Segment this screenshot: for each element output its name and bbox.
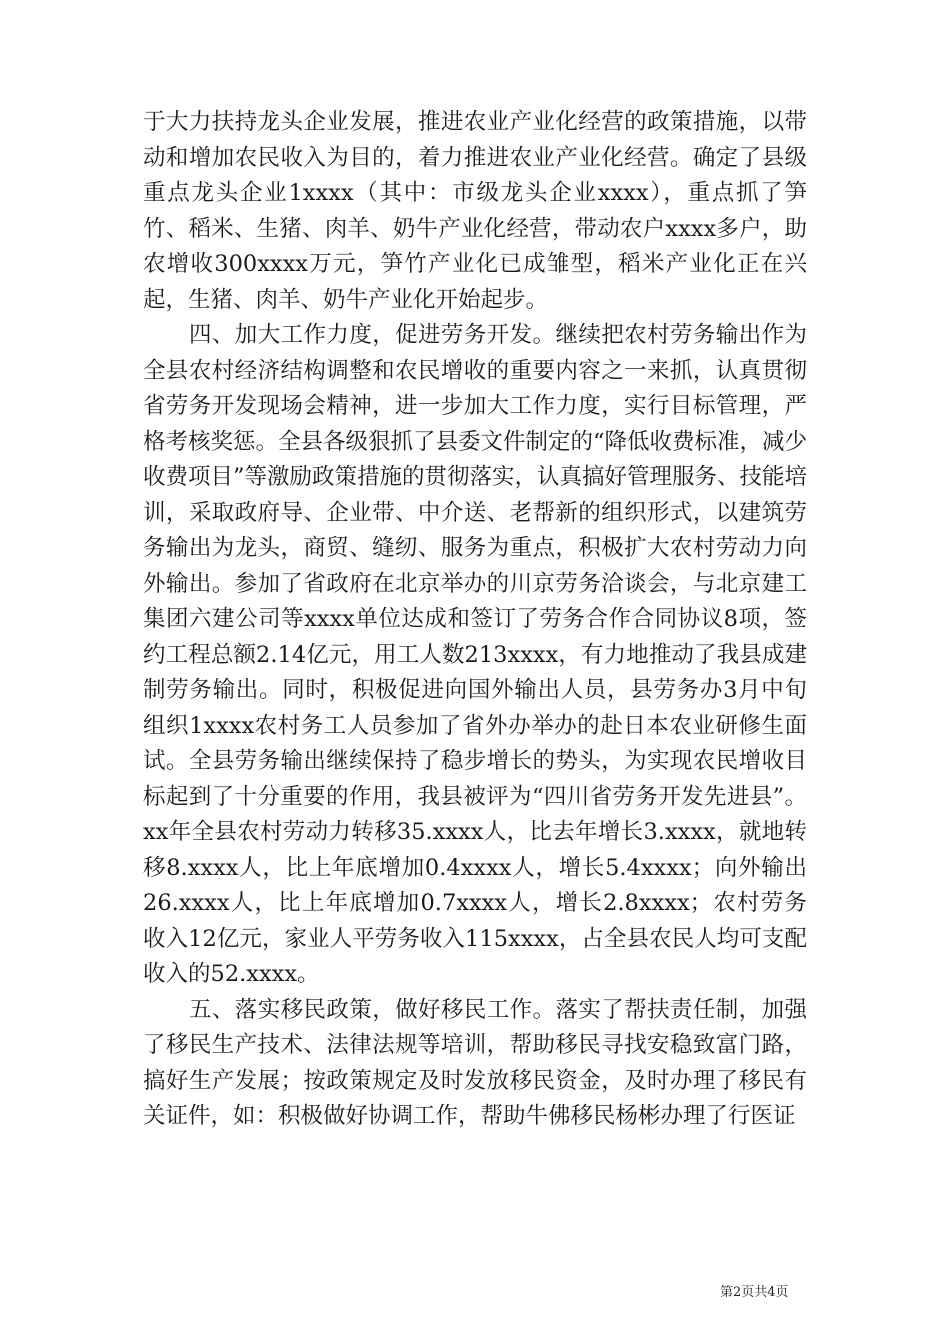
page-number-footer: 第2页共4页 xyxy=(720,1285,789,1300)
paragraph-labor-development: 四、加大工作力度，促进劳务开发。继续把农村劳务输出作为全县农村经济结构调整和农民增收的重要内容之一来抓，认真贯彻省劳务开发现场会精神，进一步加大工作力度，实行目标管理，严格考核奖惩。全县各级狠抓了县委文件制定的“降低收费标准，减少收费项目”等激励政策措施的贯彻落实，认真搞好管理服务、技能培训，采取政府导、企业带、中介送、老帮新的组织形式，以建筑劳务输出为龙头，商贸、缝纫、服务为重点，积极扩大农村劳动力向外输出。参加了省政府在北京举办的川京劳务洽谈会，与北京建工集团六建公司等xxxx单位达成和签订了劳务合作合同协议8项，签约工程总额2.14亿元，用工人数213xxxx，有力地推动了我县成建制劳务输出。同时，积极促进向国外输出人员，县劳务办3月中旬组织1xxxx农村务工人员参加了省外办举办的赴日本农业研修生面试。全县劳务输出继续保持了稳步增长的势头，为实现农民增收目标起到了十分重要的作用，我县被评为“四川省劳务开发先进县”。xx年全县农村劳动力转移35.xxxx人，比去年增长3.xxxx，就地转移8.xxxx人，比上年底增加0.4xxxx人，增长5.4xxxx；向外输出26.xxxx人，比上年底增加0.7xxxx人，增长2.8xxxx；农村劳务收入12亿元，家业人平劳务收入115xxxx，占全县农民人均可支配收入的52.xxxx。 xyxy=(143,322,808,987)
paragraph-migrant-work: 五、落实移民政策，做好移民工作。落实了帮扶责任制，加强了移民生产技术、法律法规等培训，帮助移民寻找安稳致富门路，搞好生产发展；按政策规定及时发放移民资金，及时办理了移民有关证件，如：积极做好协调工作，帮助牛佛移民杨彬办理了行医证 xyxy=(143,996,807,1129)
paragraph-industrialization: 于大力扶持龙头企业发展，推进农业产业化经营的政策措施，以带动和增加农民收入为目的，着力推进农业产业化经营。确定了县级重点龙头企业1xxxx（其中：市级龙头企业xxxx），重点抓了笋竹、稻米、生猪、肉羊、奶牛产业化经营，带动农户xxxx多户，助农增收300xxxx万元，笋竹产业化已成雏型，稻米产业化正在兴起，生猪、肉羊、奶牛产业化开始起步。 xyxy=(143,109,807,313)
document-body xyxy=(143,105,807,1135)
